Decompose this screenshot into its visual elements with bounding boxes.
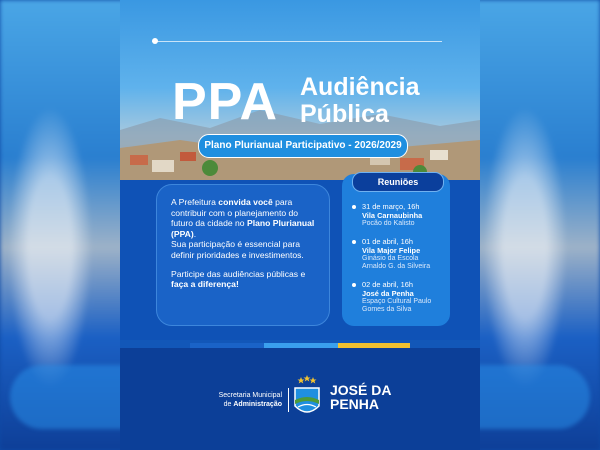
subtitle-pill: Plano Plurianual Participativo - 2026/2029 <box>198 134 408 158</box>
meeting-place: Vila Carnaubinha <box>362 211 423 220</box>
city-brand <box>330 383 391 411</box>
secretaria-line-1: Secretaria Municipal <box>218 392 282 399</box>
bullet-icon <box>352 205 356 209</box>
title-audiencia: Audiência <box>300 73 420 101</box>
meeting-date: 02 de abril, 16h <box>362 279 413 289</box>
meeting-date: 01 de abril, 16h <box>362 236 413 246</box>
invitation-paragraph-2: Participe das audiências públicas e faça a diferença! <box>171 268 306 290</box>
invitation-card <box>156 184 330 326</box>
meeting-place: Vila Major Felipe <box>362 245 421 255</box>
invitation-paragraph-1: A Prefeitura convida você para contribuir com o planejamento do futuro da cidade no Plano Plurianual (PPA). Sua participação é essencial para definir prioridades e investimentos. <box>171 197 315 260</box>
meeting-venue: Pocão do Kalisto <box>362 220 415 227</box>
meeting-item <box>350 237 444 272</box>
meeting-item <box>350 202 444 229</box>
secretaria-label <box>214 392 282 409</box>
footer-divider <box>288 388 289 412</box>
poster <box>120 0 480 450</box>
bullet-icon <box>352 240 356 244</box>
brand-line-1: JOSÉ DA <box>330 382 392 398</box>
meeting-place: José da Penha <box>362 288 414 298</box>
meeting-date: 31 de março, 16h <box>362 202 420 211</box>
title-ppa: PPA <box>172 73 279 131</box>
title-publica: Pública <box>300 100 389 128</box>
brand-line-2: PENHA <box>330 396 380 412</box>
meeting-venue: Ginásio da Escola Arnaldo G. da Silveira <box>362 254 431 270</box>
secretaria-line-2: de Administração <box>223 400 282 408</box>
meeting-item <box>350 280 444 315</box>
title-audiencia-publica <box>300 74 419 128</box>
meeting-venue: Espaço Cultural Paulo Gomes da Silva <box>362 297 432 313</box>
meetings-card <box>342 174 450 326</box>
city-emblem-icon <box>292 374 322 420</box>
meetings-header: Reuniões <box>352 172 444 192</box>
bullet-icon <box>352 283 356 287</box>
decorative-dot <box>152 38 158 44</box>
decorative-line <box>152 41 442 42</box>
